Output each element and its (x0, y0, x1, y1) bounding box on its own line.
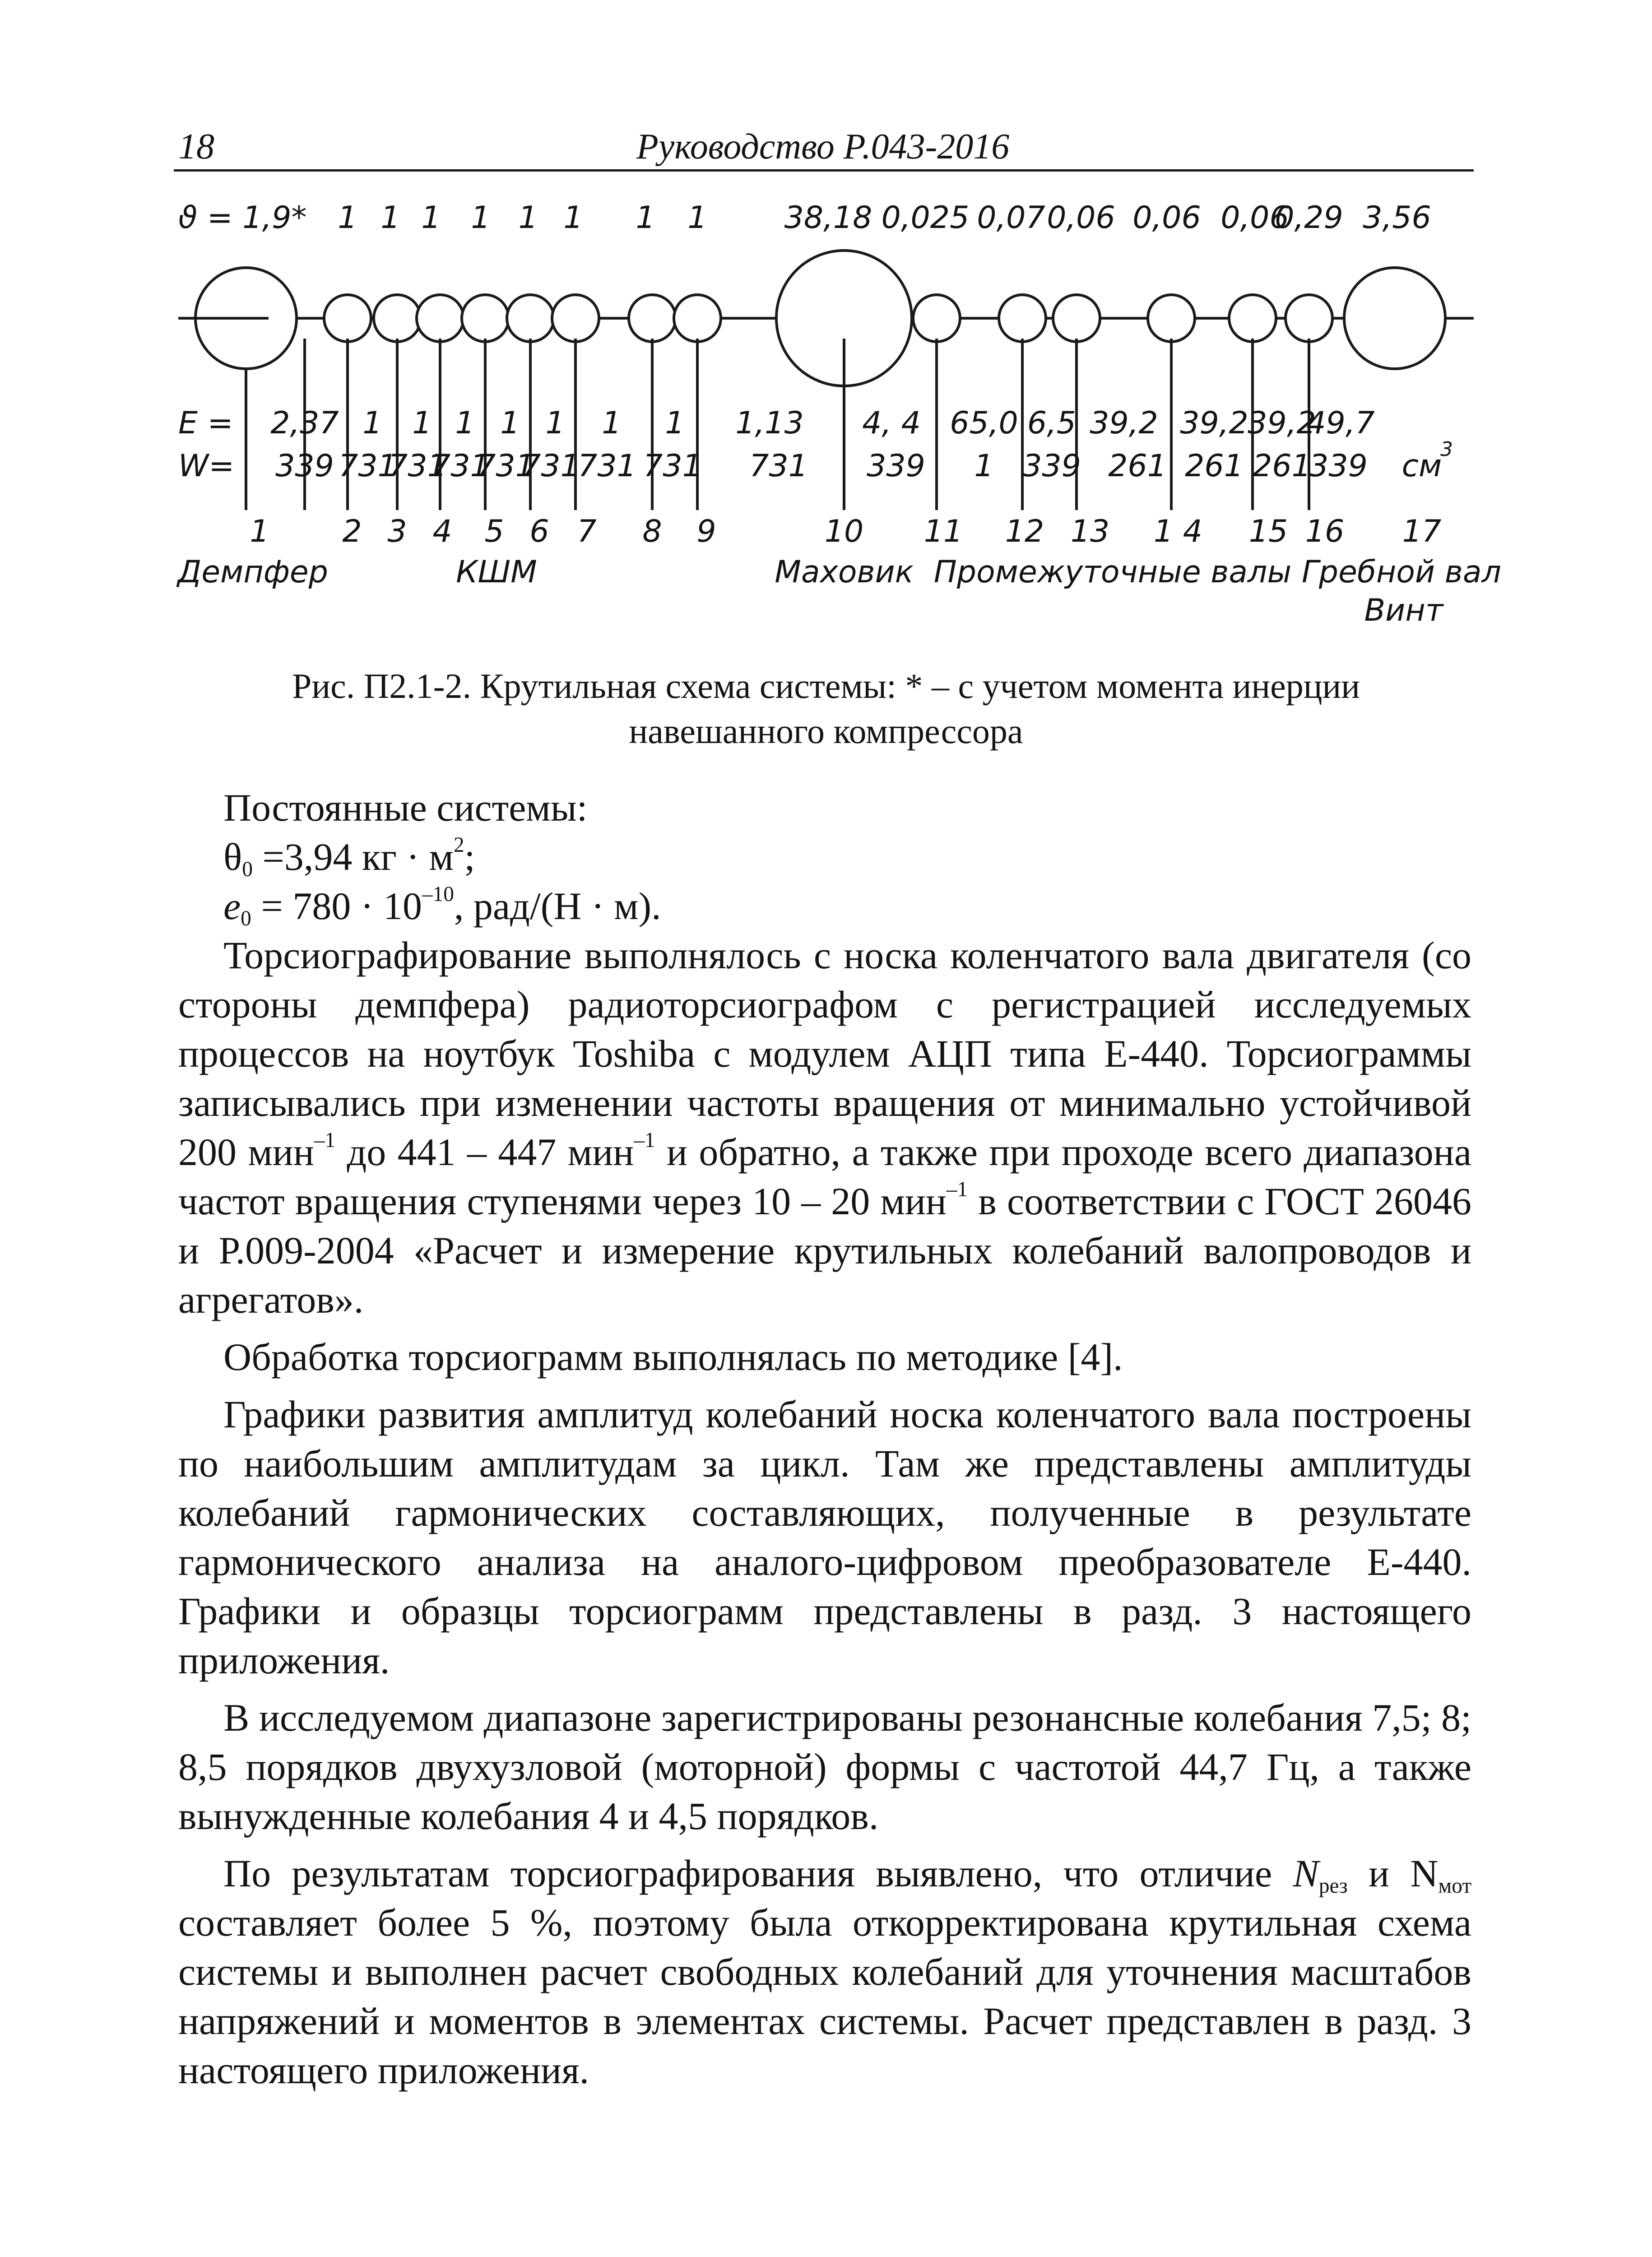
theta-label: ϑ = 1,9* (178, 200, 307, 236)
inertia-disc (629, 295, 676, 342)
theta-value: 1 (338, 200, 357, 236)
inertia-disc (1344, 268, 1445, 369)
e-value: 39,2 (1090, 405, 1158, 441)
theta-value: 3,56 (1363, 200, 1431, 236)
e-value: 65,0 (950, 405, 1018, 441)
torsional-scheme-diagram (0, 0, 1652, 641)
caption-line-1: Рис. П2.1-2. Крутильная схема системы: * – с учетом момента инерции (292, 666, 1360, 706)
w-value: 731 (643, 448, 702, 484)
theta-value: 1 (687, 200, 707, 236)
w-unit-power: 3 (1440, 438, 1453, 461)
e-value: 1 (602, 405, 622, 441)
e-value: 1 (665, 405, 685, 441)
theta-value: 1 (421, 200, 441, 236)
e-value: 2,37 (270, 405, 339, 441)
node-number: 1 (250, 514, 269, 549)
inertia-disc (417, 295, 464, 342)
constant-e: $e_0 = 780 \cdot 10^{-10}$, рад/(Н · м). (223, 882, 661, 931)
e-value: 1 (545, 405, 565, 441)
w-value: 731 (749, 448, 808, 484)
node-number: 3 (387, 514, 407, 549)
theta-value: 0,07 (977, 200, 1045, 236)
e-label: E = (178, 405, 233, 441)
paragraph-results: По результатам торсиографирования выявлено, что отличие $N_{рез}$ и $N_{мот}$ составляет более 5 %, поэтому была откорректирована крутильная схема системы и выполнен расчет свободных колебаний для уточнения масштабов напряжений и моментов в элементах системы. Расчет представлен в разд. 3 настоящего приложения. (178, 1852, 1471, 2092)
theta-value: 0,06 (1047, 200, 1115, 236)
node-number: 13 (1070, 514, 1110, 549)
node-number: 8 (642, 514, 662, 549)
inertia-disc (324, 295, 371, 342)
running-title: Руководство Р.043-2016 (636, 127, 1010, 167)
e-value: 1 (500, 405, 520, 441)
w-value: 1 (974, 448, 994, 484)
theta-value: 0,025 (881, 200, 970, 236)
node-number: 15 (1248, 514, 1288, 549)
caption-line-2: навешанного компрессора (629, 711, 1023, 751)
e-value: 4, 4 (862, 405, 921, 441)
theta-value: 1 (563, 200, 583, 236)
constants-block (178, 783, 1471, 931)
inertia-disc (913, 295, 960, 342)
label-crankshaft: КШМ (456, 554, 537, 590)
label-intermediate-shafts: Промежуточные валы (933, 554, 1292, 590)
theta-value: 1 (381, 200, 400, 236)
w-value: 261 (1253, 448, 1311, 484)
e-value: 49,7 (1306, 405, 1375, 441)
theta-value: 1 (518, 200, 538, 236)
paragraph-processing: Обработка торсиограмм выполнялась по методике [4]. (223, 1335, 1123, 1379)
w-value: 261 (1108, 448, 1167, 484)
theta-value: 1 (471, 200, 491, 236)
paragraph-resonance: В исследуемом диапазоне зарегистрированы резонансные колебания 7,5; 8; 8,5 порядков двухузловой (моторной) формы с частотой 44,7 Гц, а также вынужденные колебания 4 и 4,5 порядков. (178, 1696, 1471, 1838)
node-number: 5 (484, 514, 504, 549)
w-value: 339 (1309, 448, 1368, 484)
w-value: 339 (1022, 448, 1081, 484)
inertia-disc (552, 295, 599, 342)
paragraph-graphs: Графики развития амплитуд колебаний носка коленчатого вала построены по наибольшим амплитудам за цикл. Там же представлены амплитуды колебаний гармонических составляющих, полученные в результате гармонического анализа на аналого-цифровом преобразователе Е-440. Графики и образцы торсиограмм представлены в разд. 3 настоящего приложения. (178, 1393, 1471, 1682)
paragraph-torsiography: Торсиографирование выполнялось с носка коленчатого вала двигателя (со стороны демпфера) радиоторсиографом с регистрацией исследуемых процессов на ноутбук Toshiba с модулем АЦП типа Е-440. Торсиограммы записывались при изменении частоты вращения от минимально устойчивой 200 мин$^{-1}$ до 441 – 447 мин$^{-1}$ и обратно, а также при проходе всего диапазона частот вращения ступенями через 10 – 20 мин$^{-1}$ в соответствии с ГОСТ 26046 и Р.009-2004 «Расчет и измерение крутильных колебаний валопроводов и агрегатов». (178, 933, 1471, 1321)
inertia-disc (507, 295, 554, 342)
w-value: 339 (275, 448, 334, 484)
e-value: 6,5 (1027, 405, 1077, 441)
theta-value: 0,29 (1275, 200, 1343, 236)
inertia-disc (999, 295, 1046, 342)
w-value: 731 (476, 448, 535, 484)
theta-value: 0,06 (1220, 200, 1289, 236)
node-number: 7 (577, 514, 597, 549)
w-value: 731 (388, 448, 447, 484)
w-unit: см (1401, 448, 1442, 484)
theta-value: 1 (636, 200, 655, 236)
node-number: 2 (342, 514, 362, 549)
node-number: 10 (824, 514, 864, 549)
w-label: W= (178, 448, 235, 484)
inertia-disc (1148, 295, 1195, 342)
e-value: 1,13 (735, 405, 804, 441)
w-value: 261 (1185, 448, 1244, 484)
w-value: 731 (339, 448, 397, 484)
theta-value: 38,18 (784, 200, 872, 236)
node-number: 6 (529, 514, 549, 549)
node-number: 9 (696, 514, 716, 549)
node-number: 16 (1305, 514, 1345, 549)
inertia-disc (674, 295, 721, 342)
node-number: 12 (1005, 514, 1044, 549)
node-number: 17 (1402, 514, 1442, 549)
label-propeller-shaft: Гребной вал (1302, 554, 1501, 590)
inertia-disc (1053, 295, 1100, 342)
body-text (178, 783, 1471, 2095)
figure-caption (181, 664, 1471, 754)
w-value: 339 (867, 448, 925, 484)
node-number: 11 (923, 514, 963, 549)
node-number: 1 4 (1153, 514, 1203, 549)
inertia-disc (1229, 295, 1276, 342)
w-value: 731 (578, 448, 636, 484)
e-value: 1 (455, 405, 475, 441)
w-value: 731 (431, 448, 490, 484)
e-value: 39,2 (1248, 405, 1316, 441)
node-number: 4 (432, 514, 452, 549)
e-value: 39,2 (1180, 405, 1248, 441)
page-number: 18 (178, 127, 214, 167)
constants-heading: Постоянные системы: (223, 786, 588, 829)
label-flywheel: Маховик (775, 554, 914, 590)
label-propeller: Винт (1364, 593, 1443, 628)
inertia-disc (462, 295, 509, 342)
inertia-disc (374, 295, 421, 342)
w-value: 731 (521, 448, 580, 484)
inertia-disc (1285, 295, 1332, 342)
constant-theta: $\theta_0 =3,94$ кг · $м^2$; (223, 833, 475, 882)
e-value: 1 (412, 405, 432, 441)
theta-value: 0,06 (1132, 200, 1201, 236)
label-damper: Демпфер (177, 554, 328, 590)
e-value: 1 (362, 405, 382, 441)
